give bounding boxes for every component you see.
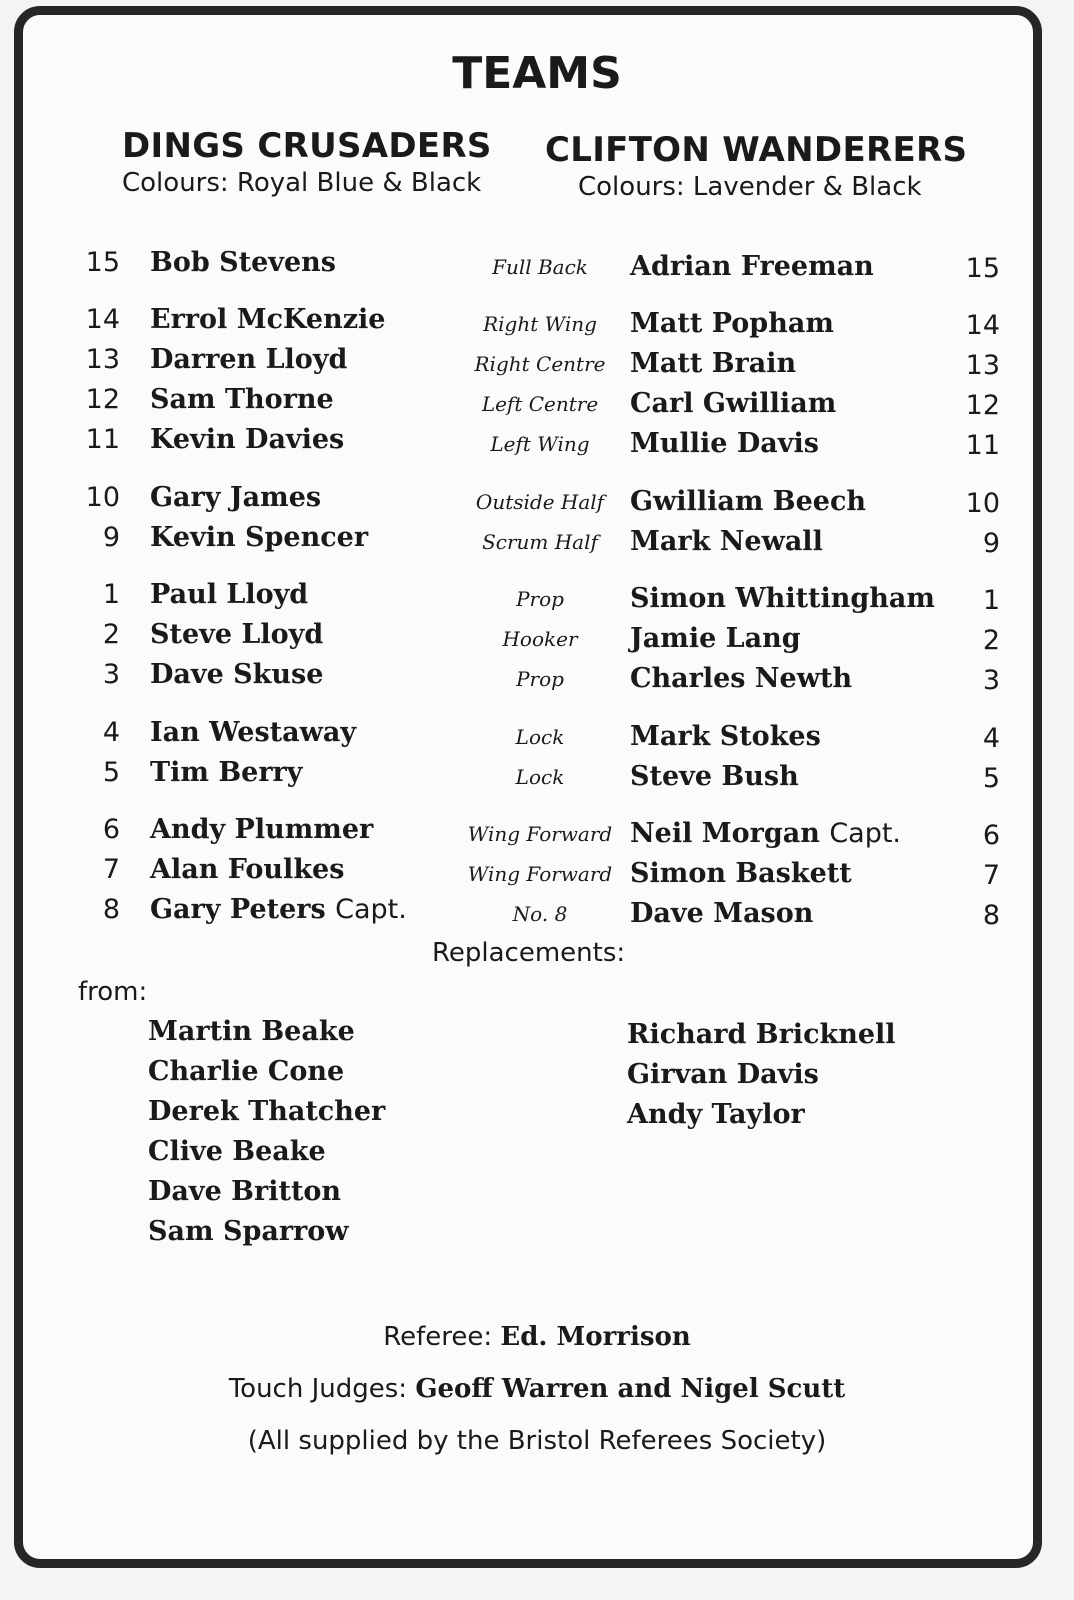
home-player-name: Ian Westaway [150, 717, 357, 748]
away-player [630, 583, 935, 614]
away-replacement: Girvan Davis [627, 1059, 819, 1090]
home-player-number: 12 [85, 384, 120, 415]
away-player-name: Steve Bush [630, 761, 799, 792]
home-player-number: 2 [102, 619, 120, 650]
home-player-name: Sam Thorne [150, 384, 334, 415]
position-label: Lock [515, 765, 565, 789]
home-player-number: 4 [102, 717, 120, 748]
away-player [630, 486, 866, 517]
away-player-name: Adrian Freeman [630, 251, 874, 282]
home-player-name: Dave Skuse [150, 659, 324, 690]
away-player-number: 3 [982, 665, 1000, 696]
replacements-label: Replacements: [432, 938, 626, 968]
home-player-name: Kevin Davies [150, 424, 345, 455]
away-player-number: 10 [965, 488, 1000, 519]
away-player-number: 2 [982, 625, 1000, 656]
referee-name: Ed. Morrison [500, 1322, 691, 1352]
home-player-name: Gary James [150, 482, 322, 513]
position-label: Lock [515, 725, 565, 749]
away-player [630, 663, 852, 694]
home-player [150, 814, 373, 845]
away-player [630, 721, 821, 752]
away-player-number: 11 [965, 430, 1000, 461]
away-player [630, 858, 852, 889]
away-player-number: 15 [965, 253, 1000, 284]
away-player-name: Simon Whittingham [630, 583, 935, 614]
home-replacement: Derek Thatcher [148, 1096, 386, 1127]
touch-judges-line [0, 1374, 1074, 1404]
position-label: Right Centre [474, 352, 606, 376]
position-label: Hooker [502, 627, 578, 651]
home-player [150, 384, 334, 415]
away-player-name: Mark Stokes [630, 721, 821, 752]
away-player-number: 9 [982, 528, 1000, 559]
away-player-name: Mark Newall [630, 526, 823, 557]
home-player-number: 1 [102, 579, 120, 610]
away-player-name: Mullie Davis [630, 428, 819, 459]
away-player-name: Charles Newth [630, 663, 853, 694]
home-player-name: Alan Foulkes [150, 854, 345, 885]
home-player-number: 8 [102, 894, 120, 925]
away-player-number: 7 [982, 860, 1000, 891]
away-player-name: Dave Mason [630, 898, 814, 929]
home-player [150, 619, 323, 650]
home-player-number: 13 [85, 344, 120, 375]
position-label: Left Centre [481, 392, 599, 416]
home-player [150, 717, 356, 748]
referee-line [0, 1322, 1074, 1352]
away-player-number: 13 [965, 350, 1000, 381]
away-player [630, 526, 823, 557]
away-replacement: Richard Bricknell [627, 1019, 896, 1050]
home-player [150, 579, 308, 610]
position-label: Right Wing [483, 312, 597, 336]
home-player-number: 3 [102, 659, 120, 690]
home-team-name: DINGS CRUSADERS [122, 126, 492, 166]
away-captain-marker: Capt. [829, 818, 902, 849]
referee-label: Referee: [383, 1322, 493, 1352]
home-player-number: 5 [102, 757, 120, 788]
home-player [150, 854, 344, 885]
home-player [150, 894, 407, 925]
home-player [150, 344, 347, 375]
away-player-number: 12 [965, 390, 1000, 421]
away-player-name: Matt Brain [630, 348, 797, 379]
position-label: Full Back [492, 255, 588, 279]
away-player [630, 623, 801, 654]
position-label: No. 8 [512, 902, 568, 926]
home-replacement: Charlie Cone [148, 1056, 345, 1087]
home-player-name: Steve Lloyd [150, 619, 324, 650]
home-player-name: Kevin Spencer [150, 522, 369, 553]
away-player-number: 1 [982, 585, 1000, 616]
home-player-name: Bob Stevens [150, 247, 336, 278]
away-player-name: Jamie Lang [630, 623, 801, 654]
home-player-name: Gary Peters [150, 894, 326, 925]
home-player-name: Tim Berry [150, 757, 303, 788]
home-player [150, 659, 323, 690]
home-player [150, 304, 385, 335]
home-captain-marker: Capt. [335, 894, 407, 925]
home-replacement: Dave Britton [148, 1176, 342, 1207]
home-player-number: 10 [85, 482, 120, 513]
away-player [630, 428, 819, 459]
away-player-name: Carl Gwilliam [630, 388, 837, 419]
home-player [150, 757, 302, 788]
position-label: Prop [516, 587, 564, 611]
touch-judges-label: Touch Judges: [228, 1374, 408, 1404]
home-player [150, 522, 368, 553]
away-player [630, 308, 834, 339]
away-player [630, 818, 901, 849]
away-replacement: Andy Taylor [627, 1099, 805, 1130]
home-player-number: 6 [102, 814, 120, 845]
away-player [630, 348, 796, 379]
away-player-name: Matt Popham [630, 308, 834, 339]
home-player-number: 15 [85, 247, 120, 278]
away-player [630, 388, 836, 419]
away-player-name: Gwilliam Beech [630, 486, 867, 517]
home-player [150, 424, 344, 455]
home-player [150, 482, 321, 513]
away-player-number: 6 [982, 820, 1000, 851]
home-player-number: 7 [102, 854, 120, 885]
position-label: Outside Half [475, 490, 605, 514]
away-player [630, 251, 874, 282]
home-player-number: 14 [85, 304, 120, 335]
away-player [630, 898, 813, 929]
from-label: from: [78, 977, 148, 1007]
page-title: TEAMS [452, 48, 622, 99]
away-player-name: Neil Morgan [630, 818, 820, 849]
position-label: Scrum Half [482, 530, 598, 554]
position-label: Prop [516, 667, 564, 691]
away-player-number: 8 [982, 900, 1000, 931]
away-player-number: 5 [982, 763, 1000, 794]
home-player [150, 247, 336, 278]
home-player-name: Paul Lloyd [150, 579, 309, 610]
referees-society-note: (All supplied by the Bristol Referees Society) [247, 1426, 827, 1456]
home-player-name: Darren Lloyd [150, 344, 348, 375]
home-player-name: Errol McKenzie [150, 304, 386, 335]
home-replacement: Sam Sparrow [148, 1216, 349, 1247]
away-player [630, 761, 799, 792]
away-player-number: 14 [965, 310, 1000, 341]
away-team-colours: Colours: Lavender & Black [578, 172, 922, 202]
home-player-number: 9 [102, 522, 120, 553]
home-team-colours: Colours: Royal Blue & Black [122, 168, 482, 198]
touch-judges-names: Geoff Warren and Nigel Scutt [415, 1374, 846, 1404]
position-label: Left Wing [490, 432, 590, 456]
away-team-name: CLIFTON WANDERERS [545, 130, 968, 170]
position-label: Wing Forward [467, 822, 613, 846]
position-label: Wing Forward [467, 862, 613, 886]
home-player-number: 11 [85, 424, 120, 455]
away-player-name: Simon Baskett [630, 858, 852, 889]
home-replacement: Martin Beake [148, 1016, 355, 1047]
home-player-name: Andy Plummer [150, 814, 374, 845]
away-player-number: 4 [982, 723, 1000, 754]
home-replacement: Clive Beake [148, 1136, 326, 1167]
